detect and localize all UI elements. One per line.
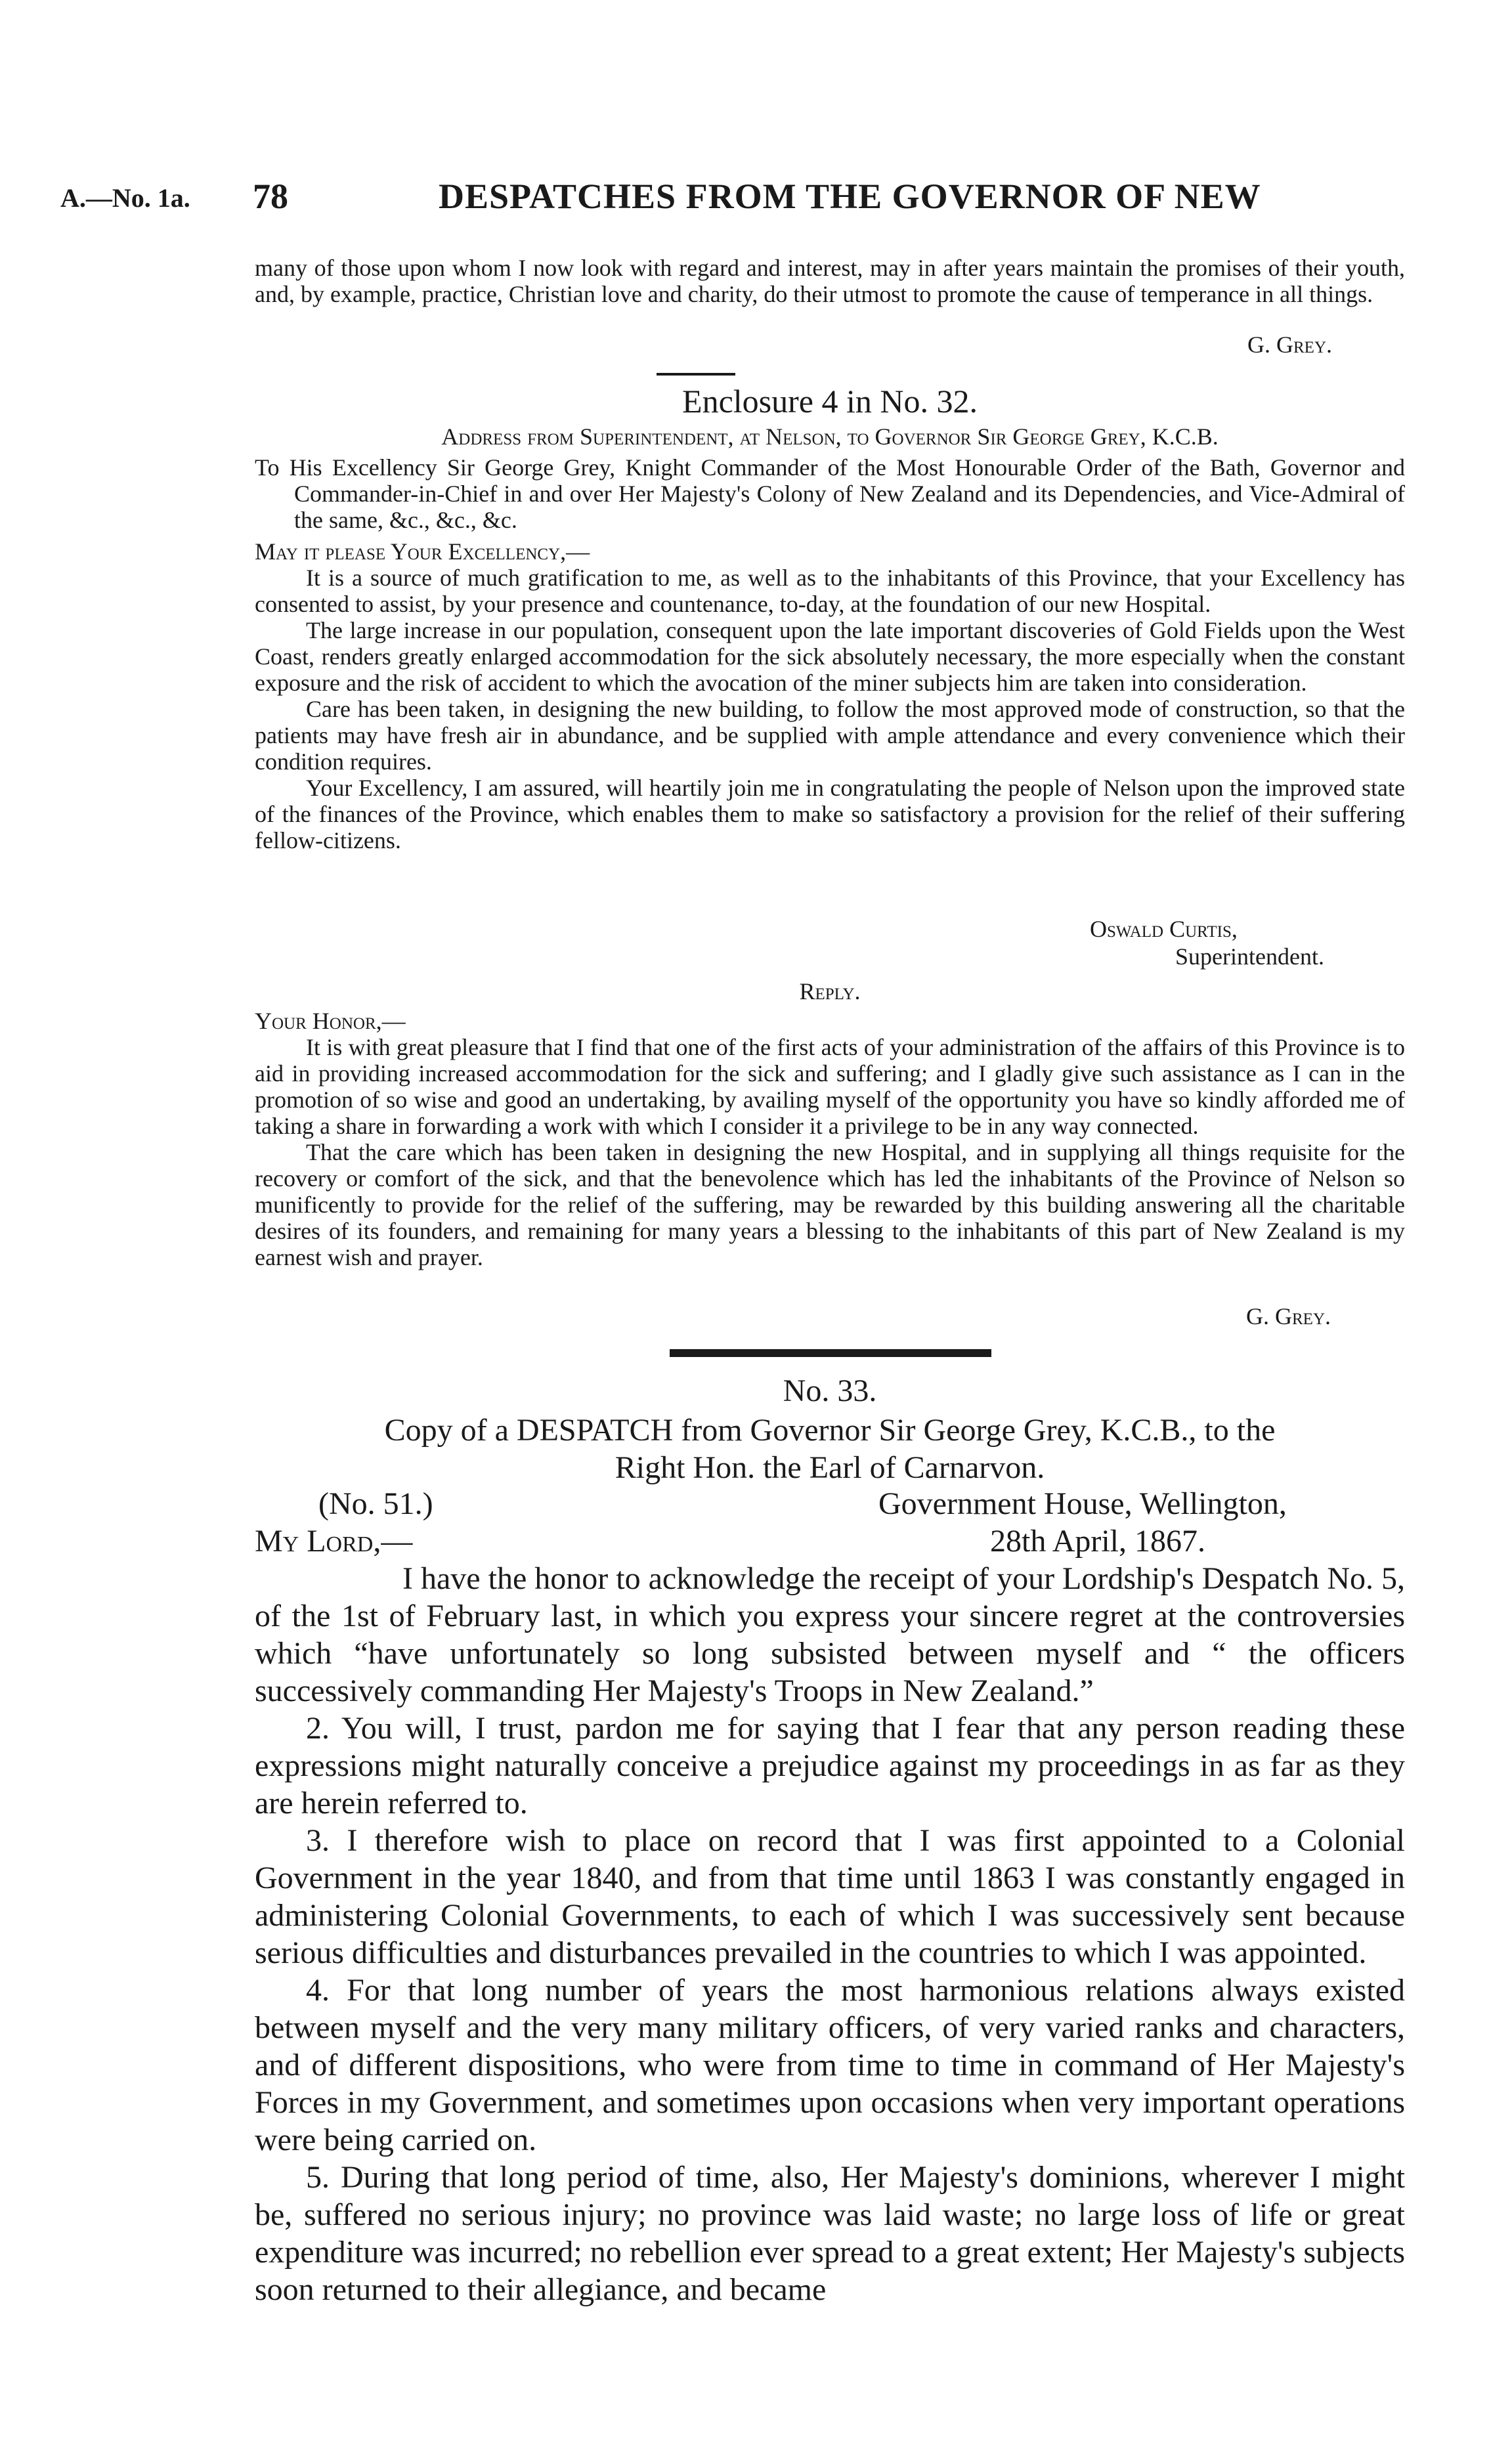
enclosure-paragraph: The large increase in our population, consequent upon the late important discoveries of Gold Fields upon the West Coast, renders greatly enlarged accommodation for the sick absolutely necessary, the more especially when the constant exposure and the risk of accident to which the avocation of the miner subjects him are taken into consideration. bbox=[255, 617, 1405, 696]
document-reference: A.—No. 1a. bbox=[60, 183, 190, 213]
despatch-title-line2: Right Hon. the Earl of Carnarvon. bbox=[615, 1450, 1045, 1485]
reply-signature: G. Grey. bbox=[1246, 1303, 1331, 1329]
opening-paragraph: many of those upon whom I now look with regard and interest, may in after years maintain the promises of their youth, and, by example, practice, Christian love and charity, do their utmost to promote the cause of temperance in all things. bbox=[255, 255, 1405, 307]
enclosure-signature-title: Superintendent. bbox=[1175, 943, 1324, 970]
despatch-paragraph: 5. During that long period of time, also, Her Majesty's dominions, wherever I might be, suffered no serious injury; no province was laid waste; no large loss of life or great expenditure was incurred; no rebellion ever spread to a great extent; Her Majesty's subjects soon returned to their allegiance, and became bbox=[255, 2160, 1405, 2307]
enclosure-paragraph: Care has been taken, in designing the new building, to follow the most approved mode of construction, so that the patients may have fresh air in abundance, and be supplied with ample attendance and every convenience which their condition requires. bbox=[255, 696, 1405, 775]
opening-section bbox=[255, 255, 1405, 307]
despatch-paragraph: 4. For that long number of years the most harmonious relations always existed between myself and the very many military officers, of very varied ranks and characters, and of different dispositions, who were from time to time in command of Her Majesty's Forces in my Government, and sometimes upon occasions when very important operations were being carried on. bbox=[255, 1973, 1405, 2157]
enclosure-signature-name: Oswald Curtis, bbox=[1090, 916, 1238, 942]
enclosure-paragraph: Your Excellency, I am assured, will heartily join me in congratulating the people of Nelson upon the improved state of the finances of the Province, which enables them to make so satisfactory a provision for the relief of their suffering fellow-citizens. bbox=[255, 775, 1405, 853]
reply-heading: Reply. bbox=[799, 978, 861, 1004]
enclosure-subheading: Address from Superintendent, at Nelson, to Governor Sir George Grey, K.C.B. bbox=[441, 423, 1219, 450]
running-title: DESPATCHES FROM THE GOVERNOR OF NEW bbox=[439, 177, 1261, 216]
despatch-date: 28th April, 1867. bbox=[990, 1524, 1206, 1559]
opening-signature: G. Grey. bbox=[1247, 332, 1332, 358]
divider-short bbox=[657, 373, 735, 376]
divider-thick bbox=[670, 1349, 991, 1357]
enclosure-body bbox=[255, 454, 1405, 853]
enclosure-heading: Enclosure 4 in No. 32. bbox=[682, 383, 978, 420]
enclosure-addressee: To His Excellency Sir George Grey, Knight Commander of the Most Honourable Order of the Bath, Governor and Commander-in-Chief in and over Her Majesty's Colony of New Zealand and its Dependencies, and Vice-Admiral of the same, &c., &c., &c. bbox=[255, 454, 1405, 533]
despatch-title-line1: Copy of a DESPATCH from Governor Sir George Grey, K.C.B., to the bbox=[384, 1413, 1276, 1448]
despatch-salutation: My Lord,— bbox=[255, 1524, 413, 1559]
page-header bbox=[0, 176, 1512, 222]
despatch-ref: (No. 51.) bbox=[318, 1486, 433, 1521]
reply-paragraph: That the care which has been taken in designing the new Hospital, and in supplying all things requisite for the recovery or comfort of the sick, and that the benevolence which has led the inhabitants of the Province of Nelson so munificently to provide for the relief of the suffering, may be rewarded by this building answering all the charitable desires of its founders, and remaining for many years a blessing to the inhabitants of this part of New Zealand is my earnest wish and prayer. bbox=[255, 1139, 1405, 1270]
reply-body bbox=[255, 1008, 1405, 1270]
despatch-body bbox=[255, 1560, 1405, 2308]
reply-salutation: Your Honor,— bbox=[255, 1008, 406, 1034]
despatch-number: No. 33. bbox=[783, 1373, 877, 1408]
enclosure-paragraph: It is a source of much gratification to me, as well as to the inhabitants of this Province, that your Excellency has consented to assist, by your presence and countenance, to-day, at the foundation of our new Hospital. bbox=[255, 565, 1405, 617]
despatch-paragraph: I have the honor to acknowledge the receipt of your Lordship's Despatch No. 5, of the 1st of February last, in which you express your sincere regret at the controversies which “have unfortunately so long subsisted between myself and “ the officers successively commanding Her Majesty's Troops in New Zealand.” bbox=[255, 1561, 1405, 1708]
reply-paragraph: It is with great pleasure that I find that one of the first acts of your administration of the affairs of this Province is to aid in providing increased accommodation for the sick and suffering; and I gladly give such assistance as I can in the promotion of so wise and good an undertaking, by availing myself of the opportunity you have so kindly afforded me of taking a share in forwarding a work with which I consider it a privilege to be in any way connected. bbox=[255, 1034, 1405, 1139]
enclosure-salutation: May it please Your Excellency,— bbox=[255, 538, 590, 565]
despatch-paragraph: 2. You will, I trust, pardon me for saying that I fear that any person reading these expressions might naturally conceive a prejudice against my proceedings in as far as they are herein referred to. bbox=[255, 1711, 1405, 1821]
despatch-paragraph: 3. I therefore wish to place on record that I was first appointed to a Colonial Government in the year 1840, and from that time until 1863 I was constantly engaged in administering Colonial Governments, to each of which I was successively sent because serious difficulties and disturbances prevailed in the countries to which I was appointed. bbox=[255, 1823, 1405, 1970]
page-number: 78 bbox=[253, 177, 288, 216]
despatch-place: Government House, Wellington, bbox=[878, 1486, 1287, 1521]
